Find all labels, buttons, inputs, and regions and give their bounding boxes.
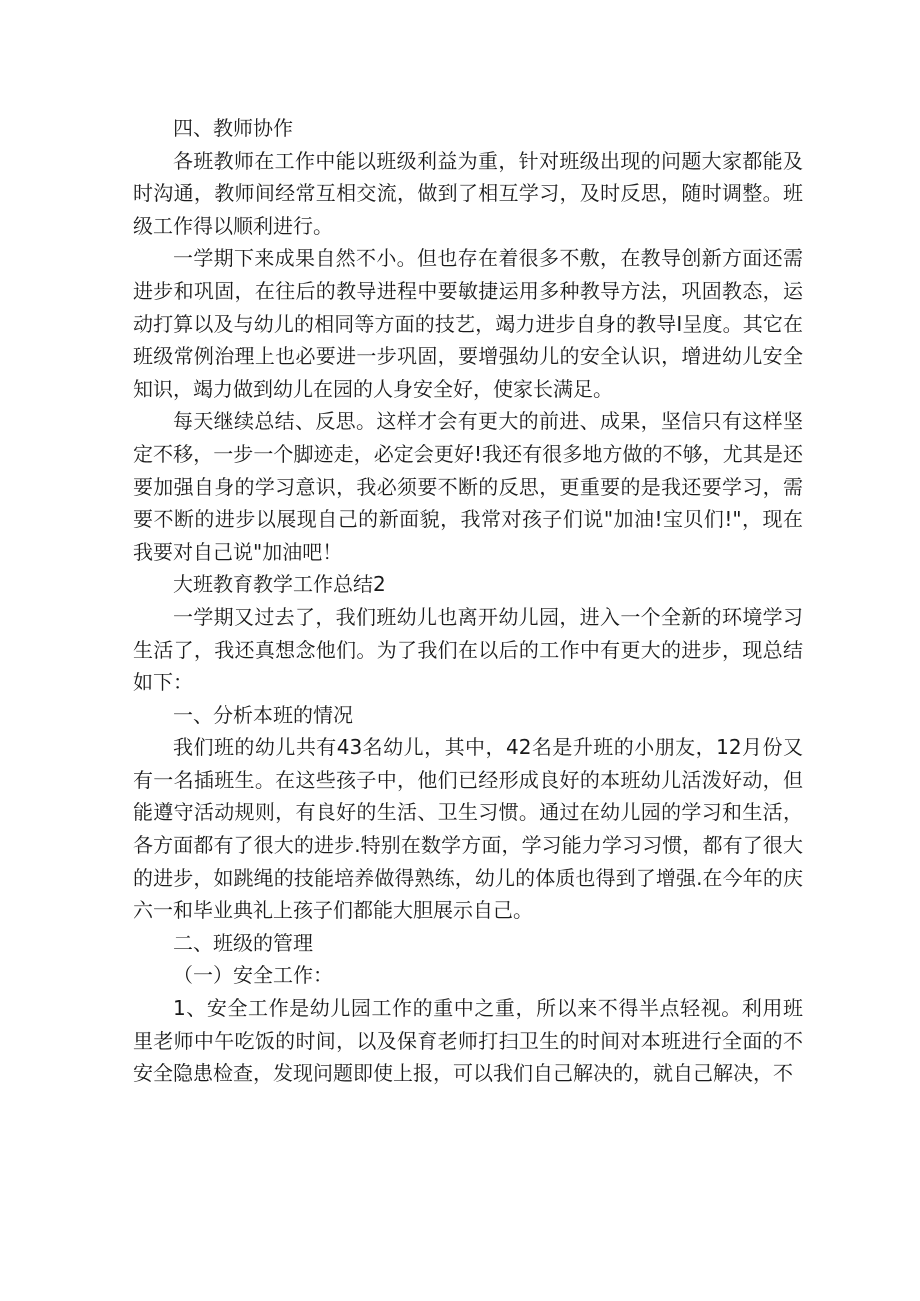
document-body [133, 112, 803, 1090]
paragraph-safety-work: 1、安全工作是幼儿园工作的重中之重，所以来不得半点轻视。利用班里老师中午吃饭的时间，以及保育老师打扫卫生的时间对本班进行全面的不安全隐患检查，发现问题即使上报，可以我们自己解决的，就自己解决，不 [133, 996, 803, 1086]
paragraph-semester-intro: 一学期又过去了，我们班幼儿也离开幼儿园，进入一个全新的环境学习生活了，我还真想念他们。为了我们在以后的工作中有更大的进步，现总结如下： [133, 604, 803, 695]
section-heading-class-analysis: 一、分析本班的情况 [173, 702, 353, 727]
section-heading-teacher-collaboration: 四、教师协作 [173, 116, 293, 140]
document-subtitle: 大班教育教学工作总结2 [173, 572, 386, 597]
paragraph-daily-reflection: 每天继续总结、反思。这样才会有更大的前进、成果，坚信只有这样坚定不移，一步一个脚迹走，必定会更好!我还有很多地方做的不够，尤其是还要加强自身的学习意识，我必须要不断的反思，更重要的是我还要学习，需要不断的进步以展现自己的新面貌，我常对孩子们说"加油!宝贝们!"，现在我要对自己说"加油吧！ [133, 409, 803, 564]
paragraph-class-situation: 我们班的幼儿共有43名幼儿，其中，42名是升班的小朋友，12月份又有一名插班生。在这些孩子中，他们已经形成良好的本班幼儿活泼好动，但能遵守活动规则，有良好的生活、卫生习惯。通过在幼儿园的学习和生活，各方面都有了很大的进步.特别在数学方面，学习能力学习习惯，都有了很大的进步，如跳绳的技能培养做得熟练，幼儿的体质也得到了增强.在今年的庆六一和毕业典礼上孩子们都能大胆展示自己。 [133, 735, 803, 923]
paragraph-semester-results: 一学期下来成果自然不小。但也存在着很多不敷，在教导创新方面还需进步和巩固，在往后的教导进程中要敏捷运用多种教导方法，巩固教态，运动打算以及与幼儿的相同等方面的技艺，竭力进步自身的教导I呈度。其它在班级常例治理上也必要进一步巩固，要增强幼儿的安全认识，增进幼儿安全知识，竭力做到幼儿在园的人身安全好，使家长满足。 [133, 246, 803, 401]
section-heading-class-management: 二、班级的管理 [173, 930, 313, 955]
subsection-heading-safety: （一）安全工作： [173, 963, 333, 988]
paragraph-teacher-communication: 各班教师在工作中能以班级利益为重，针对班级出现的问题大家都能及时沟通，教师间经常互相交流，做到了相互学习，及时反思，随时调整。班级工作得以顺利进行。 [133, 148, 803, 238]
